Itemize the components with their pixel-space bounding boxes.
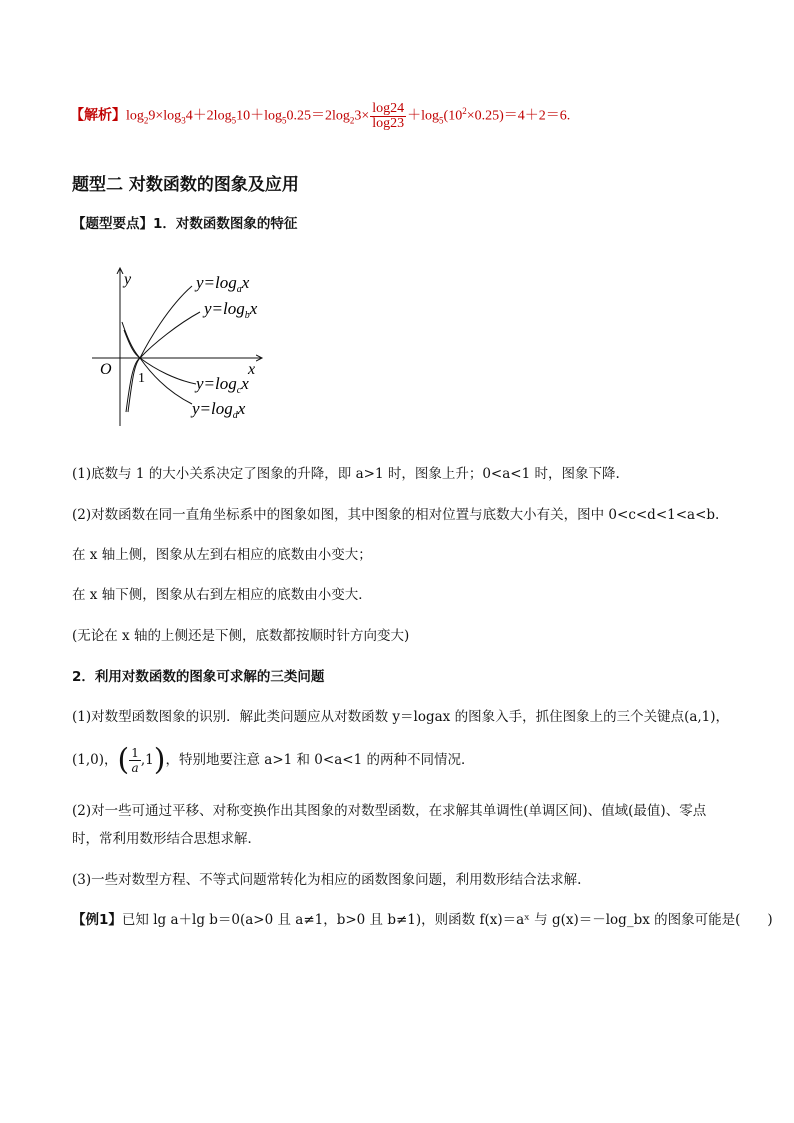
label-b-text: y=log <box>204 299 245 318</box>
para-7 <box>72 742 474 779</box>
example-text: 已知 lg a＋lg b＝0(a>0 且 a≠1，b>0 且 b≠1)，则函数 f(x)＝aˣ 与 g(x)＝－log_bx 的图象可能是( ) <box>121 912 773 928</box>
label-c-sub: c <box>236 385 242 396</box>
sub-g: 5 <box>439 115 444 126</box>
one-over-a <box>129 746 141 775</box>
fraction-numerator: log24 <box>372 101 405 116</box>
y-axis-label: y <box>124 271 132 288</box>
para-9: 时，常利用数形结合思想求解． <box>72 831 261 847</box>
origin-label: O <box>100 361 112 378</box>
label-d-sub: d <box>232 410 238 421</box>
pfrac-num: 1 <box>131 746 139 760</box>
para-1: (1)底数与 1 的大小关系决定了图象的升降，即 a>1 时，图象上升；0<a<1 时，图象下降. <box>72 466 620 482</box>
expr-f: 3× <box>354 108 370 124</box>
curve-b-label <box>202 299 258 321</box>
label-c-var: x <box>241 374 249 393</box>
section-title: 题型二 对数函数的图象及应用 <box>72 175 299 195</box>
sub-e: 2 <box>349 115 355 126</box>
para-6: (1)对数型函数图象的识别．解此类问题应从对数函数 y＝logax 的图象入手，抓住图象上的三个关键点(a,1)， <box>72 709 730 725</box>
example-label: 【例1】 <box>72 912 122 928</box>
one-label: 1 <box>138 371 145 386</box>
paren-close: ) <box>153 742 166 778</box>
para-3: 在 x 轴上侧，图象从左到右相应的底数由小变大； <box>72 547 372 563</box>
sub-b: 3 <box>181 115 186 126</box>
curve-c-label <box>194 374 249 396</box>
expr-g: ＋log <box>407 108 440 124</box>
label-a-text: y=log <box>196 273 237 292</box>
expr-a: log <box>126 108 144 124</box>
expr-i: ×0.25)＝4＋2＝6. <box>466 108 571 124</box>
label-d-var: x <box>237 399 246 418</box>
curve-b <box>128 312 200 412</box>
curve-d-label <box>190 399 246 421</box>
key-points-heading <box>72 215 297 233</box>
label-c-text: y=log <box>196 374 237 393</box>
label-b-sub: b <box>244 310 250 321</box>
expr-b: 9×log <box>148 108 182 124</box>
sub-a: 2 <box>143 115 149 126</box>
para-4: 在 x 轴下侧，图象从右到左相应的底数由小变大． <box>72 587 372 603</box>
paren-open: ( <box>117 742 130 778</box>
para-7-start: (1,0)， <box>72 752 118 768</box>
sup-h: 2 <box>462 106 467 117</box>
log-graph <box>88 262 278 432</box>
solution-line <box>70 102 570 131</box>
curve-a <box>126 286 192 412</box>
expr-d: 10＋log <box>236 108 282 124</box>
example-1 <box>72 911 773 929</box>
expr-h: (10 <box>443 108 463 124</box>
label-d-text: y=log <box>192 399 233 418</box>
x-axis-label: x <box>248 361 256 378</box>
label-a-var: x <box>241 273 250 292</box>
sub-d: 5 <box>281 115 287 126</box>
solution-tag: 【解析】 <box>70 107 126 124</box>
para-2: (2)对数函数在同一直角坐标系中的图象如图，其中图象的相对位置与底数大小有关，图中 0<c<d<1<a<b. <box>72 507 720 523</box>
pfrac-den: a <box>131 761 139 775</box>
para-8: (2)对一些可通过平移、对称变换作出其图象的对数型函数，在求解其单调性(单调区间)、值域(最值)、零点 <box>72 803 707 819</box>
key-points-title: 1．对数函数图象的特征 <box>153 216 298 232</box>
sub-c: 5 <box>231 115 237 126</box>
para-5: (无论在 x 轴的上侧还是下侧，底数都按顺时针方向变大) <box>72 628 410 644</box>
fraction-denominator: log23 <box>372 116 405 131</box>
heading-2: 2．利用对数函数的图象可求解的三类问题 <box>72 669 325 685</box>
solution-fraction <box>370 102 406 131</box>
para-10: (3)一些对数型方程、不等式问题常转化为相应的函数图象问题，利用数形结合法求解. <box>72 872 582 888</box>
curve-a-label <box>194 273 250 295</box>
expr-e: 0.25＝2log <box>286 108 350 124</box>
label-b-var: x <box>249 299 258 318</box>
key-points-label: 【题型要点】 <box>72 216 153 232</box>
expr-c: 4＋2log <box>185 108 232 124</box>
label-a-sub: a <box>236 284 242 295</box>
para-7-mid: ,1 <box>140 752 154 768</box>
para-7-end: ，特别地要注意 a>1 和 0<a<1 的两种不同情况． <box>165 752 475 768</box>
